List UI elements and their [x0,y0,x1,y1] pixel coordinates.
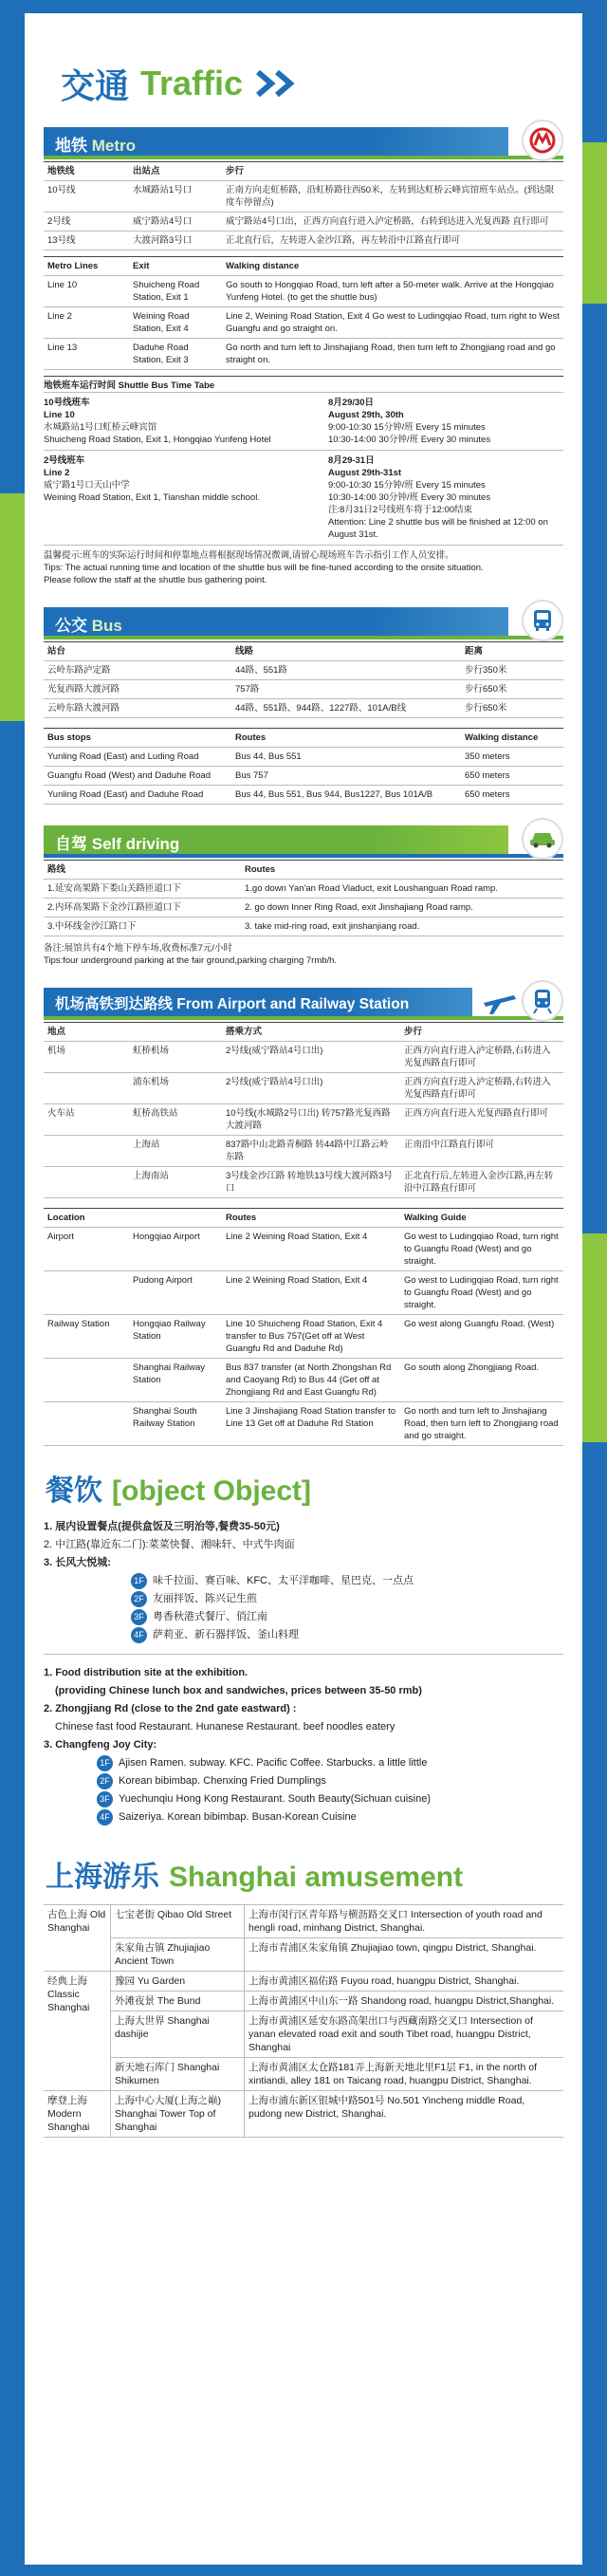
text: 1.延安高架路下娄山关路匝道口下 [44,880,241,899]
text: 步行650米 [461,680,563,699]
text [44,1073,129,1104]
text [129,1209,222,1228]
text: 3. 长风大悦城: [44,1557,111,1568]
title-zh: 交通 [61,65,130,105]
amusement-title [25,1853,582,1895]
shuttle-row [44,392,563,450]
text: 上海市浦东新区银城中路501号 No.501 Yincheng middle Road, pudong new District, Shanghai. [245,2091,564,2138]
text: 公交 [55,617,87,635]
text: Pudong Airport [129,1271,222,1315]
text: Bus 44, Bus 551 [231,748,461,767]
self-driving-table [44,860,563,936]
text: 大渡河路3号口 [129,232,222,250]
table-row [44,1315,563,1359]
plane-icon [480,982,518,1025]
text: 地点 [44,1023,129,1042]
text: 正北直行后,左转进入金沙江路,再左转沿中江路直行即可 [400,1167,563,1198]
train-icon [522,980,563,1022]
text: Go north and turn left to Jinshajiang Road, then turn left to Zhongjiang road and go straight on. [222,339,563,370]
table-row [44,1073,563,1104]
text: 上海市黄浦区中山东一路 Shandong road, huangpu District,Shanghai. [245,1992,564,2011]
shuttle-row [44,450,563,545]
text: 外滩夜景 The Bund [111,1992,245,2011]
text: Bus 757 [231,767,461,786]
text: Walking distance [461,729,563,748]
text: Yunling Road (East) and Luding Road [44,748,231,767]
text: 威宁路站4号口 [129,213,222,232]
text: 水城路站1号口虹桥云峰宾馆 [44,422,157,433]
text: 10:30-14:00 30分钟/班 Every 30 minutes [328,492,491,503]
text: Daduhe Road Station, Exit 3 [129,339,222,370]
bus-icon [522,600,563,641]
text: 虹桥机场 [129,1042,222,1073]
text: Line 2 [44,468,70,478]
text: 豫园 Yu Garden [111,1972,245,1992]
table-row [44,1402,563,1446]
table-row [44,1992,563,2011]
text: 1. Food distribution site at the exhibition. [44,1667,248,1678]
text: Shuicheng Road Station, Exit 1 [129,276,222,307]
table-row [44,276,563,307]
text: 萨莉亚、新石器拌饭、釜山料理 [153,1629,299,1640]
page-title [25,13,582,112]
text: 8月29/30日 [328,398,375,408]
text: 云岭东路泸定路 [44,661,231,680]
text: 正北直行后，左转进入金沙江路，再左转沿中江路直行即可 [222,232,563,250]
title-en: Traffic [140,64,244,102]
table-row [44,699,563,718]
text: 上海站 [129,1136,222,1167]
table-row [44,213,563,232]
text: Airport [44,1228,129,1271]
text: 正南方向走虹桥路，沿虹桥路往西50米，左转到达虹桥云峰宾馆班车站点。(到达限度车停留点) [222,181,563,213]
text: 友丽拌饭、陈兴记生煎 [153,1593,257,1604]
text: 3. Changfeng Joy City: [44,1739,157,1751]
bus-en-table [44,728,563,805]
text: 正南沿中江路直行即可 [400,1136,563,1167]
left-stripe [0,493,25,721]
text: Metro [91,137,137,155]
text: Self driving [91,835,180,853]
text: 9:00-10:30 15分钟/班 Every 15 minutes [328,422,486,433]
text: 2号线 [44,213,129,232]
text: Yunling Road (East) and Daduhe Road [44,786,231,805]
text [44,1271,129,1315]
table-row [44,1167,563,1198]
text: 正西方向直行进入泸定桥路,右转进入光复西路直行即可 [400,1042,563,1073]
table-row [44,181,563,213]
text: 10:30-14:00 30分钟/班 Every 30 minutes [328,435,491,445]
airport-en-table [44,1208,563,1446]
text: 浦东机场 [129,1073,222,1104]
text: 步行 [222,162,563,181]
bus-header [44,607,563,636]
text: Line 2 [44,307,129,339]
text: 3号线金沙江路 转地铁13号线大渡河路3号口 [222,1167,400,1198]
text: 朱家角古镇 Zhujiajiao Ancient Town [111,1938,245,1972]
text [44,1402,129,1446]
table-row [44,1938,563,1972]
text: Line 3 Jinshajiang Road Station transfer to Line 13 Get off at Daduhe Rd Station [222,1402,400,1446]
text: August 29th, 30th [328,410,404,420]
text: August 29th-31st [328,468,402,478]
text [44,1167,129,1198]
text: 3. take mid-ring road, exit jinshanjiang road. [241,917,563,936]
text: 13号线 [44,232,129,250]
text: 8月29-31日 [328,455,375,466]
text: Walking Guide [400,1209,563,1228]
text: 正西方向直行进入泸定桥路,右转进入光复西路直行即可 [400,1073,563,1104]
text: Guangfu Road (West) and Daduhe Road [44,767,231,786]
text: 餐饮 [46,1475,102,1507]
text: 9:00-10:30 15分钟/班 Every 15 minutes [328,480,486,491]
text: Walking distance [222,257,563,276]
text: Go south along Zhongjiang Road. [400,1359,563,1402]
text: 10号线班车 [44,398,90,408]
text: Exit [129,257,222,276]
text: 3.中环线金沙江路口下 [44,917,241,936]
text: 摩登上海 Modern Shanghai [44,2091,111,2138]
text: 步行 [400,1023,563,1042]
text: Line 10 [44,276,129,307]
right-stripe-2 [582,1233,607,1442]
text: 威宁路1号口天山中学 [44,480,130,491]
table-row [44,899,563,917]
table-row [44,880,563,899]
content-card [25,13,582,2565]
table-row [44,1104,563,1136]
metro-cn-table [44,161,563,250]
table-row [44,2058,563,2091]
text: 搭乘方式 [222,1023,400,1042]
text: 2号线班车 [44,455,85,466]
text: 机场高铁到达路线 From Airport and Railway Station [55,996,410,1012]
text: 2. Zhongjiang Rd (close to the 2nd gate eastward) : [44,1703,297,1714]
text: 2号线(威宁路站4号口出) [222,1073,400,1104]
text: 粤香秋港式餐厅、俏江南 [153,1611,267,1622]
text: Tips:four underground parking at the fair ground,parking charging 7rmb/h. [44,955,338,966]
text: 虹桥高铁站 [129,1104,222,1136]
text: 上海市黄浦区太仓路181弄上海新天地北里F1层 F1, in the north of xintiandi, alley 181 on Taicang road, huangpu District, Shanghai. [245,2058,564,2091]
airport-header [44,988,563,1016]
text: 云岭东路大渡河路 [44,699,231,718]
text [44,1136,129,1167]
text: 水城路站1号口 [129,181,222,213]
text: Korean bibimbap. Chenxing Fried Dumplings [119,1775,326,1787]
bus-cn-table [44,641,563,718]
text: 备注:展馆共有4个地下停车场,收费标准7元/小时 [44,943,232,954]
metro-en-table [44,256,563,370]
table-row [44,1228,563,1271]
text: 古色上海 Old Shanghai [44,1905,111,1972]
text: Shuicheng Road Station, Exit 1, Hongqiao Yunfeng Hotel [44,435,271,445]
text: Ajisen Ramen. subway. KFC. Pacific Coffee. Starbucks. a little little [119,1757,428,1769]
text: Go west to Ludingqiao Road, turn right to Guangfu Road (West) and go straight. [400,1228,563,1271]
text: Please follow the staff at the shuttle bus gathering point. [44,575,267,585]
text: Shanghai Railway Station [129,1359,222,1402]
table-row [44,1042,563,1073]
table-row [44,1136,563,1167]
self-driving-notes [44,942,563,967]
floor-badge-icon: 3F [97,1791,113,1807]
text: 威宁路站4号口出，正西方向直行进入泸定桥路，右转到达进入光复西路 直行即可 [222,213,563,232]
table-row [44,232,563,250]
text: 上海大世界 Shanghai dashijie [111,2011,245,2058]
shuttle-heading: 地铁班车运行时间 Shuttle Bus Time Tabe [44,376,563,392]
table-row [44,680,563,699]
text: Bus stops [44,729,231,748]
text: 站台 [44,642,231,661]
table-row [44,767,563,786]
text [129,1023,222,1042]
text: 机场 [44,1042,129,1073]
text: 2号线(威宁路站4号口出) [222,1042,400,1073]
floor-badge-icon: 1F [131,1573,147,1589]
text: Line 10 Shuicheng Road Station, Exit 4 transfer to Bus 757(Get off at West Guangfu Rd and Daduhe Rd) [222,1315,400,1359]
text: Tips: The actual running time and location of the shuttle bus will be fine-tuned according to the onsite situation. [44,563,484,573]
text: 经典上海 Classic Shanghai [44,1972,111,2091]
text: [object Object] [112,1475,312,1507]
text: Go west to Ludingqiao Road, turn right to Guangfu Road (West) and go straight. [400,1271,563,1315]
text: Shanghai South Railway Station [129,1402,222,1446]
text: Yuechunqiu Hong Kong Restaurant. South Beauty(Sichuan cuisine) [119,1793,431,1805]
text: 温馨提示:班车的实际运行时间和停靠地点将根据现场情况微调,请留心现场班车告示指引工作人员安排。 [44,550,454,561]
floor-badge-icon: 1F [97,1755,113,1771]
text: 距离 [461,642,563,661]
text: 自驾 [55,835,87,853]
floor-badge-icon: 2F [97,1773,113,1789]
text: 光复西路大渡河路 [44,680,231,699]
text: 837路中山北路青桐路 转44路中江路云岭东路 [222,1136,400,1167]
text: Chinese fast food Restaurant. Hunanese Restaurant. beef noodles eatery [55,1721,395,1733]
text: Go west along Guangfu Road. (West) [400,1315,563,1359]
text: 火车站 [44,1104,129,1136]
text: Railway Station [44,1315,129,1359]
text: 上海市黄浦区福佑路 Fuyou road, huangpu District, Shanghai. [245,1972,564,1992]
text: 1. 展内设置餐点(提供盒饭及三明治等,餐费35-50元) [44,1521,280,1532]
text: 2.内环高架路下金沙江路匝道口下 [44,899,241,917]
text: 味千拉面、赛百味、KFC、太平洋咖啡、星巴克、一点点 [153,1575,414,1586]
restaurant-cn [44,1518,563,1644]
text: 步行350米 [461,661,563,680]
table-row [44,917,563,936]
text: Weining Road Station, Exit 4 [129,307,222,339]
text: Line 2 Weining Road Station, Exit 4 [222,1271,400,1315]
floor-badge-icon: 4F [131,1627,147,1643]
text: 上海游乐 [46,1862,159,1893]
table-row [44,307,563,339]
text: Shanghai amusement [169,1862,464,1893]
text: 1.go down Yan'an Road Viaduct, exit Loushanguan Road ramp. [241,880,563,899]
text: Bus 837 transfer (at North Zhongshan Rd and Caoyang Rd) to Bus 44 (Get off at Zhongjiang Rd and East Guangfu Rd) [222,1359,400,1402]
text: 44路、551路 [231,661,461,680]
text: 上海市闵行区青年路与横沥路交叉口 Intersection of youth road and hengli road, minhang District, Shanghai. [245,1905,564,1938]
text: 650 meters [461,767,563,786]
text [44,1359,129,1402]
text: 路线 [44,861,241,880]
text: 650 meters [461,786,563,805]
text: Line 2 Weining Road Station, Exit 4 [222,1228,400,1271]
text: 44路、551路、944路、1227路、101A/B线 [231,699,461,718]
text: 七宝老街 Qibao Old Street [111,1905,245,1938]
text: Attention: Line 2 shuttle bus will be finished at 12:00 on August 31st. [328,517,548,540]
text: 出站点 [129,162,222,181]
metro-icon [522,120,563,161]
text: Go south to Hongqiao Road, turn left after a 50-meter walk. Arrive at the Hongqiao Yunfeng Hotel. (to get the shuttle bus) [222,276,563,307]
text: Line 2, Weining Road Station, Exit 4 Go west to Ludingqiao Road, turn right to West Guangfu and go straight on. [222,307,563,339]
text: 上海中心大厦(上海之巅) Shanghai Tower Top of Shanghai [111,2091,245,2138]
text: 757路 [231,680,461,699]
text: Saizeriya. Korean bibimbap. Busan-Korean Cuisine [119,1811,357,1823]
text: Routes [241,861,563,880]
car-icon [522,818,563,860]
text: (providing Chinese lunch box and sandwiches, prices between 35-50 rmb) [55,1685,422,1696]
text: 正西方向直行进入光复西路直行即可 [400,1104,563,1136]
table-row [44,1972,563,1992]
shuttle-table [44,376,563,586]
text: Location [44,1209,129,1228]
table-row [44,1271,563,1315]
table-row [44,2011,563,2058]
text: 地铁线 [44,162,129,181]
floor-badge-icon: 2F [131,1591,147,1607]
text: Hongqiao Railway Station [129,1315,222,1359]
text: Metro Lines [44,257,129,276]
text: 10号线 [44,181,129,213]
text: Routes [231,729,461,748]
text: 地铁 [55,137,87,155]
table-row [44,1359,563,1402]
text: 350 meters [461,748,563,767]
restaurant-en [44,1664,563,1826]
table-row [44,2091,563,2138]
text: 上海南站 [129,1167,222,1198]
table-row [44,748,563,767]
text: 线路 [231,642,461,661]
amusement-table [44,1904,563,2138]
restaurant-title [25,1467,582,1509]
text: Hongqiao Airport [129,1228,222,1271]
text: Line 10 [44,410,75,420]
text: 2. go down Inner Ring Road, exit Jinshajiang Road ramp. [241,899,563,917]
shuttle-notes [44,545,563,586]
metro-header [44,127,563,156]
text: 上海市黄浦区延安东路高架出口与西藏南路交叉口 Intersection of yanan elevated road exit and south Tibet road, huangpu District, Shanghai [245,2011,564,2058]
table-row [44,786,563,805]
text: Go north and turn left to Jinshajiang Road, then turn left to Zhongjiang road and go straight. [400,1402,563,1446]
table-row [44,339,563,370]
floor-badge-icon: 3F [131,1609,147,1625]
text: 2. 中江路(靠近东二门):菜菜快餐、湘味轩、中式牛肉面 [44,1539,295,1550]
text: Bus 44, Bus 551, Bus 944, Bus1227, Bus 101A/B [231,786,461,805]
double-chevron-icon [254,69,305,98]
text: 步行650米 [461,699,563,718]
airport-cn-table [44,1022,563,1198]
floor-badge-icon: 4F [97,1809,113,1825]
text: Weining Road Station, Exit 1, Tianshan middle school. [44,492,260,503]
text: Line 13 [44,339,129,370]
text: Bus [91,617,122,635]
table-row [44,1905,563,1938]
text: 10号线(水城路2号口出) 转757路光复西路大渡河路 [222,1104,400,1136]
text: 上海市青浦区朱家角镇 Zhujiajiao town, qingpu District, Shanghai. [245,1938,564,1972]
right-stripe [582,142,607,304]
self-driving-header [44,825,563,854]
text: 新天地石库门 Shanghai Shikumen [111,2058,245,2091]
text: Routes [222,1209,400,1228]
table-row [44,661,563,680]
text: 注:8月31日2号线班车将于12:00结束 [328,505,473,515]
